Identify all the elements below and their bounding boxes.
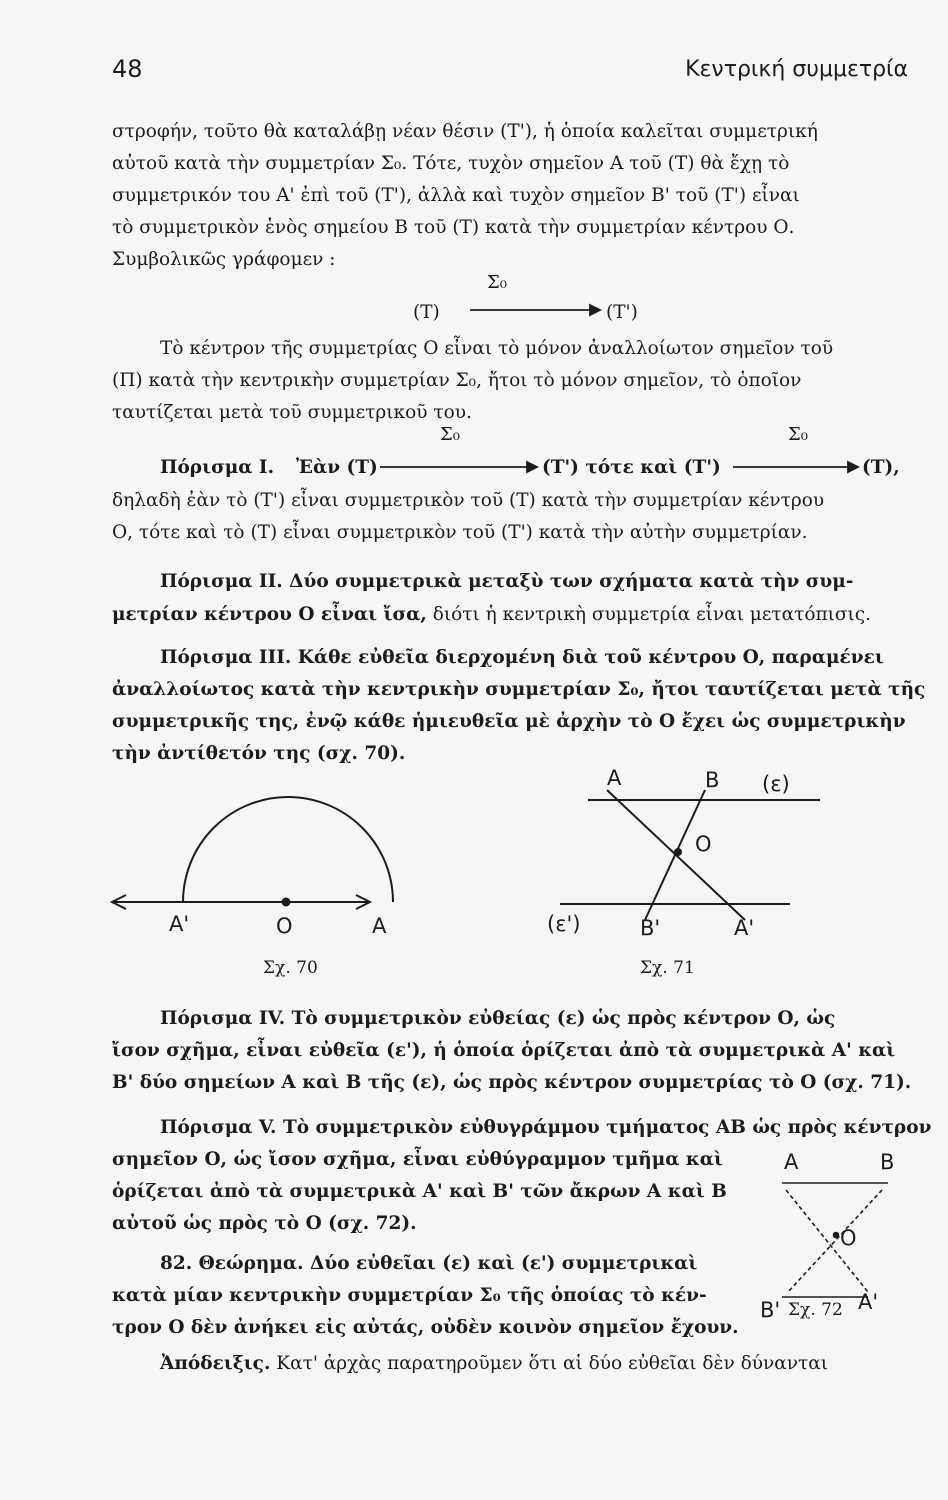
proof-text: Κατ' ἀρχὰς παρατηροῦμεν ὅτι αἱ δύο εὐθεῖαι δὲν δύνανται — [276, 1353, 828, 1374]
paragraph-line: Τὸ κέντρον τῆς συμμετρίας Ο εἶναι τὸ μόνον ἀναλλοίωτον σημεῖον τοῦ — [160, 338, 834, 359]
corollary-line: Β' δύο σημείων Α καὶ Β τῆς (ε), ὡς πρὸς κέντρον συμμετρίας τὸ Ο (σχ. 71). — [112, 1072, 912, 1093]
figure-70 — [112, 797, 393, 909]
fig72-label: Α' — [858, 1290, 879, 1314]
corollary-label: Πόρισμα V. — [160, 1117, 277, 1138]
figure-caption: Σχ. 72 — [788, 1300, 843, 1320]
fig70-label: Α — [372, 914, 387, 938]
fig71-label: Α — [607, 766, 622, 790]
figure-71 — [560, 790, 820, 920]
corollary-line: τὴν ἀντίθετόν της (σχ. 70). — [112, 743, 406, 764]
corollary-line — [160, 1003, 948, 1035]
fig70-label: Ο — [276, 914, 293, 938]
corollary-label: Πόρισμα ΙΙ. — [160, 571, 283, 592]
corollary-label: Πόρισμα ΙΙΙ. — [160, 647, 292, 668]
fig71-label: Ο — [695, 832, 712, 856]
paragraph-line: δηλαδὴ ἐὰν τὸ (Τ') εἶναι συμμετρικὸν τοῦ (Τ) κατὰ τὴν συμμετρίαν κέντρου — [112, 490, 825, 511]
fig71-label: Β — [705, 768, 720, 792]
fig72-label: Β' — [760, 1298, 781, 1322]
theorem-number: 82. — [160, 1253, 193, 1274]
page-number: 48 — [112, 55, 143, 83]
proof-line — [160, 1348, 948, 1380]
paragraph-line: ταυτίζεται μετὰ τοῦ συμμετρικοῦ του. — [112, 402, 472, 423]
fig70-semicircle — [183, 797, 393, 902]
fig72-label: Β — [880, 1150, 895, 1174]
theorem-line: τρον Ο δὲν ἀνήκει εἰς αὐτάς, οὐδὲν κοινὸν σημεῖον ἔχουν. — [112, 1317, 739, 1338]
corollary-line: συμμετρικῆς της, ἐνῷ κάθε ἡμιευθεῖα μὲ ἀρχὴν τὸ Ο ἔχει ὡς συμμετρικὴν — [112, 711, 906, 732]
formula-right: (Τ') — [606, 302, 638, 323]
corollary-label: Πόρισμα Ι. — [160, 457, 275, 478]
figure-caption: Σχ. 70 — [263, 958, 318, 978]
corollary-end: (Τ), — [862, 457, 900, 478]
paragraph-line: (Π) κατὰ τὴν κεντρικὴν συμμετρίαν Σ₀, ἤτοι τὸ μόνον σημεῖον, τὸ ὁποῖον — [112, 370, 802, 391]
fig70-center-point — [283, 899, 290, 906]
paragraph-line: συμμετρικόν του Α' ἐπὶ τοῦ (Τ'), ἀλλὰ καὶ τυχὸν σημεῖον Β' τοῦ (Τ') εἶναι — [112, 185, 800, 206]
corollary-text: Τὸ συμμετρικὸν εὐθείας (ε) ὡς πρὸς κέντρον Ο, ὡς — [291, 1008, 836, 1029]
corollary-lead: Ἐὰν (Τ) — [296, 457, 378, 478]
theorem-line — [160, 1248, 760, 1280]
figure-caption: Σχ. 71 — [640, 958, 695, 978]
proof-label: Ἀπόδειξις. — [160, 1353, 271, 1374]
corollary-line: ἀναλλοίωτος κατὰ τὴν κεντρικὴν συμμετρίαν Σ₀, ἤτοι ταυτίζεται μετὰ τῆς — [112, 679, 926, 700]
running-title: Κεντρική συμμετρία — [685, 57, 908, 82]
corollary-text: Τὸ συμμετρικὸν εὐθυγράμμου τμήματος ΑΒ ὡς πρὸς κέντρον — [282, 1117, 932, 1138]
fig71-label: (ε') — [547, 912, 581, 936]
paragraph-line: Συμβολικῶς γράφομεν : — [112, 249, 336, 270]
fig71-label: Β' — [640, 916, 661, 940]
corollary-line: αὐτοῦ ὡς πρὸς τὸ Ο (σχ. 72). — [112, 1213, 417, 1234]
corollary-line — [160, 1112, 948, 1144]
paragraph-line: αὐτοῦ κατὰ τὴν συμμετρίαν Σ₀. Τότε, τυχὸν σημεῖον Α τοῦ (Τ) θὰ ἔχῃ τὸ — [112, 153, 790, 174]
fig71-label: (ε) — [762, 772, 790, 796]
corollary-text: μετρίαν κέντρου Ο εἶναι ἴσα, — [112, 604, 427, 625]
fig72-label: Ο — [840, 1226, 857, 1250]
fig72-dashed-bb — [788, 1190, 882, 1292]
fig71-label: Α' — [734, 916, 755, 940]
paragraph-line: τὸ συμμετρικὸν ἑνὸς σημείου Β τοῦ (Τ) κατὰ τὴν συμμετρίαν κέντρου Ο. — [112, 217, 795, 238]
theorem-line: κατὰ μίαν κεντρικὴν συμμετρίαν Σ₀ τῆς ὁποίας τὸ κέν- — [112, 1285, 707, 1306]
fig71-center-point — [675, 849, 681, 855]
symmetry-symbol: Σ₀ — [788, 424, 808, 445]
symmetry-symbol: Σ₀ — [440, 424, 460, 445]
corollary-mid: (Τ') τότε καὶ (Τ') — [542, 457, 721, 478]
fig72-center-point — [834, 1233, 839, 1238]
theorem-label: Θεώρημα. — [198, 1253, 304, 1274]
corollary-line: ὁρίζεται ἀπὸ τὰ συμμετρικὰ Α' καὶ Β' τῶν ἄκρων Α καὶ Β — [112, 1181, 727, 1202]
fig72-label: Α — [784, 1150, 799, 1174]
symmetry-symbol: Σ₀ — [487, 272, 507, 293]
paragraph-line: στροφήν, τοῦτο θὰ καταλάβῃ νέαν θέσιν (Τ'), ἡ ὁποία καλεῖται συμμετρική — [112, 121, 818, 142]
figure-72 — [782, 1183, 888, 1297]
corollary-label: Πόρισμα IV. — [160, 1008, 286, 1029]
corollary-text: Κάθε εὐθεῖα διερχομένη διὰ τοῦ κέντρου Ο, παραμένει — [297, 647, 884, 668]
fig70-label: Α' — [169, 912, 190, 936]
theorem-text: Δύο εὐθεῖαι (ε) καὶ (ε') συμμετρικαὶ — [310, 1253, 698, 1274]
formula-left: (Τ) — [413, 302, 440, 323]
corollary-text: Δύο συμμετρικὰ μεταξὺ των σχήματα κατὰ τὴν συμ- — [289, 571, 854, 592]
corollary-line: σημεῖον Ο, ὡς ἴσον σχῆμα, εἶναι εὐθύγραμμον τμῆμα καὶ — [112, 1149, 723, 1170]
paragraph-line: Ο, τότε καὶ τὸ (Τ) εἶναι συμμετρικὸν τοῦ (Τ') κατὰ τὴν αὐτὴν συμμετρίαν. — [112, 522, 808, 543]
corollary-line: ἴσον σχῆμα, εἶναι εὐθεῖα (ε'), ἡ ὁποία ὁρίζεται ἀπὸ τὰ συμμετρικὰ Α' καὶ — [112, 1040, 896, 1061]
corollary-text: διότι ἡ κεντρικὴ συμμετρία εἶναι μετατόπισις. — [432, 604, 872, 625]
